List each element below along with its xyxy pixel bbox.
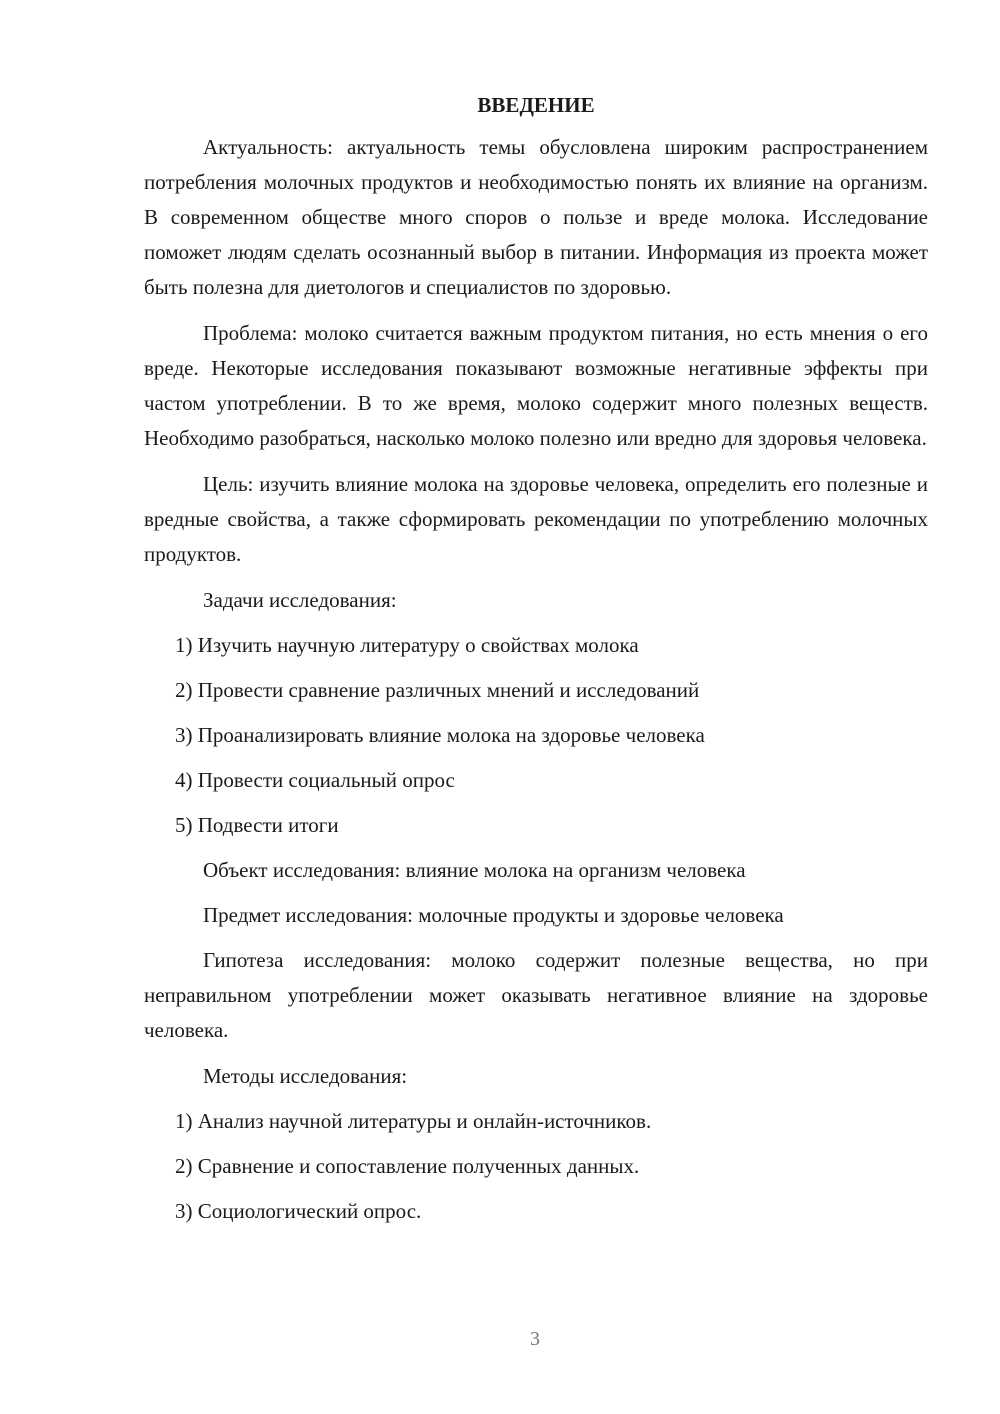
object-line: Объект исследования: влияние молока на организм человека [203, 858, 746, 882]
tasks-list-item: 3) Проанализировать влияние молока на здоровье человека [175, 723, 705, 747]
tasks-list-item: 4) Провести социальный опрос [175, 768, 455, 792]
hypothesis-paragraph: Гипотеза исследования: молоко содержит полезные вещества, но при неправильном употреблении может оказывать негативное влияние на здоровье человека. [144, 948, 928, 1042]
document-page [144, 90, 928, 1239]
tasks-list-item: 2) Провести сравнение различных мнений и исследований [175, 678, 700, 702]
page-title: ВВЕДЕНИЕ [477, 93, 595, 117]
subject-line: Предмет исследования: молочные продукты и здоровье человека [203, 903, 784, 927]
goal-paragraph: Цель: изучить влияние молока на здоровье человека, определить его полезные и вредные свойства, а также сформировать рекомендации по употреблению молочных продуктов. [144, 472, 928, 566]
methods-list-item: 1) Анализ научной литературы и онлайн-источников. [175, 1109, 652, 1133]
tasks-label: Задачи исследования: [203, 588, 397, 612]
problem-paragraph: Проблема: молоко считается важным продуктом питания, но есть мнения о его вреде. Некоторые исследования показывают возможные негативные эффекты при частом употреблении. В то же время, молоко содержит много полезных веществ. Необходимо разобраться, насколько молоко полезно или вредно для здоровья человека. [144, 321, 928, 450]
methods-label: Методы исследования: [203, 1064, 408, 1088]
relevance-paragraph: Актуальность: актуальность темы обусловлена широким распространением потребления молочных продуктов и необходимостью понять их влияние на организм. В современном обществе много споров о пользе и вреде молока. Исследование поможет людям сделать осознанный выбор в питании. Информация из проекта может быть полезна для диетологов и специалистов по здоровью. [144, 135, 928, 299]
methods-list-item: 3) Социологический опрос. [175, 1199, 422, 1223]
tasks-list-item: 1) Изучить научную литературу о свойствах молока [175, 633, 639, 657]
tasks-list-item: 5) Подвести итоги [175, 813, 339, 837]
methods-list-item: 2) Сравнение и сопоставление полученных данных. [175, 1154, 640, 1178]
page-number: 3 [530, 1328, 540, 1350]
